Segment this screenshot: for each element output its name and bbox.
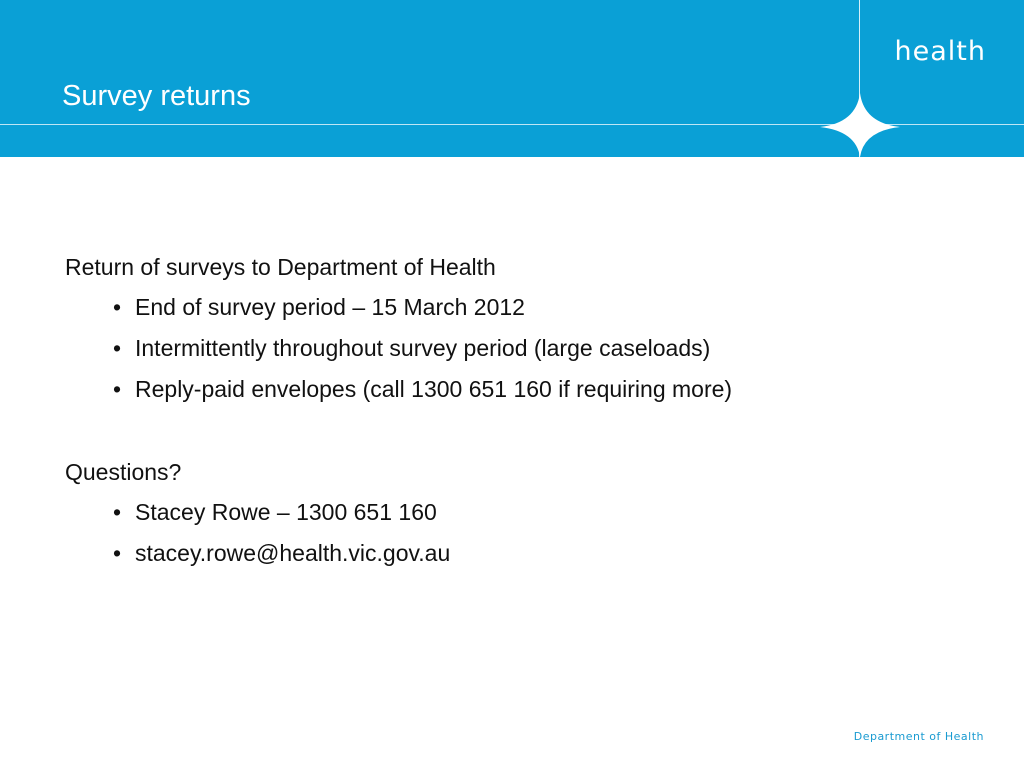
section-heading-questions: Questions? [65, 459, 182, 485]
bullet-item[interactable] [113, 536, 945, 577]
bullet-item [113, 495, 945, 536]
four-point-star-icon [820, 93, 900, 157]
bullet-list-returns [65, 290, 945, 413]
bullet-icon: • [113, 540, 122, 566]
bullet-item [113, 372, 945, 413]
bullet-text: Reply-paid envelopes (call 1300 651 160 if requiring more) [135, 376, 733, 402]
slide-title: Survey returns [62, 80, 251, 112]
email-link[interactable]: stacey.rowe@health.vic.gov.au [135, 540, 451, 566]
bullet-text: Intermittently throughout survey period (large caseloads) [135, 335, 711, 361]
bullet-icon: • [113, 335, 122, 361]
slide-body [65, 250, 945, 577]
section-spacer [65, 413, 945, 455]
bullet-text: End of survey period – 15 March 2012 [135, 294, 525, 320]
bullet-icon: • [113, 294, 122, 320]
brand-wordmark: health [894, 36, 986, 67]
bullet-list-questions [65, 495, 945, 577]
bullet-icon: • [113, 376, 122, 402]
section-heading-returns: Return of surveys to Department of Health [65, 254, 496, 280]
bullet-item [113, 290, 945, 331]
bullet-icon: • [113, 499, 122, 525]
footer-department-logo: Department of Health [853, 730, 984, 743]
bullet-item [113, 331, 945, 372]
bullet-text: Stacey Rowe – 1300 651 160 [135, 499, 437, 525]
